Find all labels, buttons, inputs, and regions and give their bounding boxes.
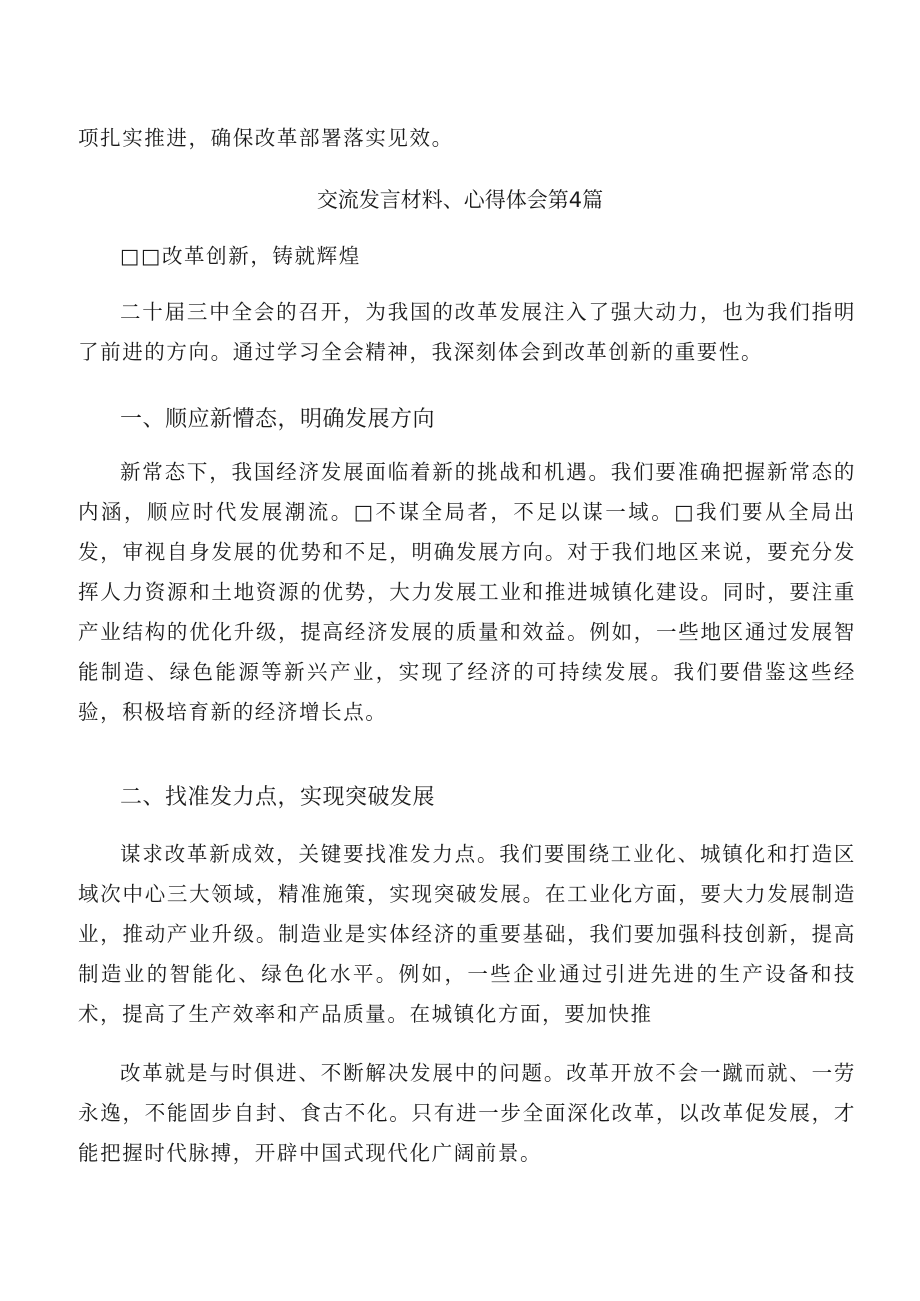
section-1-heading: 一、顺应新懵态，明确发展方向	[120, 407, 436, 432]
continuation-line: 项扎实推进，确保改革部署落实见效。	[78, 126, 454, 150]
closing-paragraph: 改革就是与时俱进、不断解决发展中的问题。改革开放不会一蹴而就、一劳永逸，不能固步自封、食古不化。只有进一步全面深化改革，以改革促发展，才能把握时代脉搏，开辟中国式现代化广阔前景。	[78, 1061, 856, 1165]
section-2-paragraph: 谋求改革新成效，关键要找准发力点。我们要围绕工业化、城镇化和打造区域次中心三大领域，精准施策，实现突破发展。在工业化方面，要大力发展制造业，推动产业升级。制造业是实体经济的重要基础，我们要加强科技创新，提高制造业的智能化、绿色化水平。例如，一些企业通过引进先进的生产设备和技术，提高了生产效率和产品质量。在城镇化方面，要加快推	[78, 842, 856, 1026]
article-title: 交流发言材料、心得体会第4篇	[316, 188, 604, 212]
article-subtitle: □□改革创新，铸就辉煌	[120, 244, 361, 268]
section-2-heading: 二、找准发力点，实现突破发展	[120, 785, 436, 810]
intro-paragraph: 二十届三中全会的召开，为我国的改革发展注入了强大动力，也为我们指明了前进的方向。通过学习全会精神，我深刻体会到改革创新的重要性。	[78, 300, 856, 364]
section-1-paragraph: 新常态下，我国经济发展面临着新的挑战和机遇。我们要准确把握新常态的内涵，顺应时代发展潮流。□不谋全局者，不足以谋一域。□我们要从全局出发，审视自身发展的优势和不足，明确发展方向。对于我们地区来说，要充分发挥人力资源和土地资源的优势，大力发展工业和推进城镇化建设。同时，要注重产业结构的优化升级，提高经济发展的质量和效益。例如，一些地区通过发展智能制造、绿色能源等新兴产业，实现了经济的可持续发展。我们要借鉴这些经验，积极培育新的经济增长点。	[78, 460, 856, 724]
